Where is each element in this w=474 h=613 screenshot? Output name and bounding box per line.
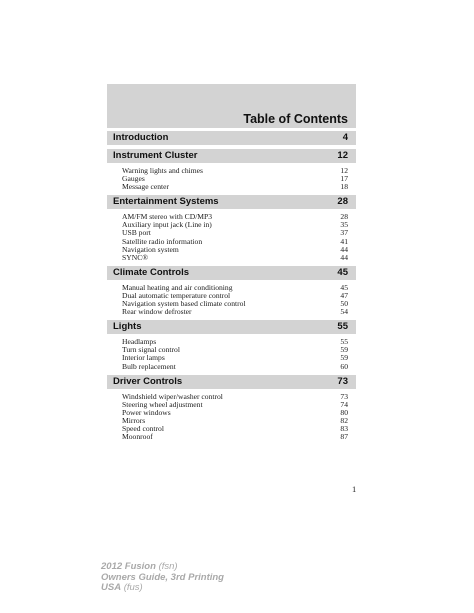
entry-page: 74 (340, 399, 348, 409)
entry-title: Turn signal control (122, 345, 180, 355)
section-title: Introduction (113, 132, 169, 143)
entry-title: Dual automatic temperature control (122, 290, 231, 300)
entry-page: 80 (340, 407, 348, 417)
section-page: 55 (337, 321, 348, 333)
toc-section (107, 195, 356, 262)
toc-entry[interactable] (107, 363, 356, 371)
toc-entry[interactable] (107, 254, 356, 262)
entry-title: AM/FM stereo with CD/MP3 (122, 212, 213, 222)
footer (101, 562, 224, 594)
section-heading[interactable] (107, 149, 356, 163)
footer-market-code: (fus) (123, 582, 143, 593)
entry-title: Navigation system (122, 244, 179, 254)
entry-title: Message center (122, 182, 170, 192)
section-title: Lights (113, 321, 142, 333)
entry-page: 59 (340, 353, 348, 363)
entry-page: 37 (340, 228, 348, 238)
entry-title: Bulb replacement (122, 361, 176, 371)
section-heading[interactable] (107, 320, 356, 334)
toc-entry[interactable] (107, 183, 356, 191)
page-number: 1 (352, 484, 357, 494)
toc-body (107, 131, 356, 445)
entry-page: 41 (340, 236, 348, 246)
entry-page: 83 (340, 423, 348, 433)
entry-title: Windshield wiper/washer control (122, 391, 223, 401)
toc-header-bar (107, 84, 356, 128)
entry-title: Auxiliary input jack (Line in) (122, 220, 212, 230)
footer-model-code: (fsn) (158, 561, 178, 572)
section-page: 28 (337, 196, 348, 208)
toc-section (107, 375, 356, 442)
entry-title: Gauges (122, 174, 145, 184)
section-page: 73 (337, 375, 348, 387)
section-title: Entertainment Systems (113, 196, 219, 208)
entry-list (107, 334, 356, 370)
entry-list (107, 389, 356, 442)
entry-title: Steering wheel adjustment (122, 399, 203, 409)
entry-title: Interior lamps (122, 353, 165, 363)
entry-list (107, 163, 356, 191)
section-page: 12 (337, 150, 348, 161)
entry-title: Manual heating and air conditioning (122, 282, 233, 292)
entry-title: Satellite radio information (122, 236, 203, 246)
entry-page: 54 (340, 307, 348, 317)
entry-title: Power windows (122, 407, 171, 417)
entry-page: 12 (340, 166, 348, 175)
section-heading[interactable] (107, 131, 356, 145)
entry-page: 45 (340, 282, 348, 292)
entry-page: 60 (340, 361, 348, 371)
toc-section (107, 149, 356, 191)
entry-list (107, 280, 356, 316)
entry-page: 73 (340, 391, 348, 401)
entry-page: 28 (340, 212, 348, 222)
footer-line-1 (101, 562, 224, 573)
entry-title: Navigation system based climate control (122, 299, 246, 309)
toc-entry[interactable] (107, 433, 356, 441)
section-heading[interactable] (107, 195, 356, 209)
footer-line-2: Owners Guide, 3rd Printing (101, 571, 224, 583)
entry-title: Moonroof (122, 432, 153, 442)
entry-page: 44 (340, 252, 348, 262)
toc-section (107, 266, 356, 316)
entry-page: 44 (340, 244, 348, 254)
entry-page: 55 (340, 337, 348, 347)
footer-line-3 (101, 583, 224, 594)
entry-title: Rear window defroster (122, 307, 192, 317)
page-title: Table of Contents (243, 112, 348, 126)
entry-page: 59 (340, 345, 348, 355)
entry-page: 17 (340, 174, 348, 184)
footer-market: USA (101, 582, 122, 593)
entry-title: USB port (122, 228, 151, 238)
entry-page: 35 (340, 220, 348, 230)
entry-page: 82 (340, 415, 348, 425)
entry-title: Headlamps (122, 337, 157, 347)
toc-section (107, 131, 356, 145)
entry-title: Mirrors (122, 415, 146, 425)
entry-title: SYNC® (122, 252, 149, 262)
section-heading[interactable] (107, 375, 356, 389)
toc-section (107, 320, 356, 370)
footer-model: 2012 Fusion (101, 561, 156, 572)
entry-page: 47 (340, 290, 348, 300)
entry-title: Warning lights and chimes (122, 166, 204, 175)
entry-page: 87 (340, 432, 348, 442)
section-title: Driver Controls (113, 375, 183, 387)
entry-page: 50 (340, 299, 348, 309)
toc-entry[interactable] (107, 308, 356, 316)
section-page: 45 (337, 266, 348, 278)
section-title: Instrument Cluster (113, 150, 198, 161)
section-title: Climate Controls (113, 266, 190, 278)
section-page: 4 (342, 132, 348, 143)
section-heading[interactable] (107, 266, 356, 280)
entry-title: Speed control (122, 423, 164, 433)
entry-page: 18 (340, 182, 348, 192)
entry-list (107, 209, 356, 262)
